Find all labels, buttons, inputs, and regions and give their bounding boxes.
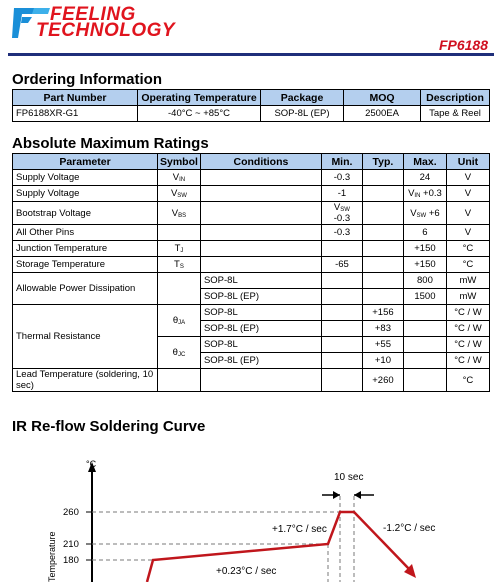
cell-moq: 2500EA [344,106,421,122]
cell-conditions: SOP-8L (EP) [200,289,321,305]
peak-time-label: 10 sec [334,472,364,483]
cell-min [321,241,362,257]
cell-max: +150 [403,257,446,273]
cell-symbol [158,273,201,305]
ordering-table [12,89,490,122]
cell-parameter: Supply Voltage [13,170,158,186]
cell-conditions [200,369,321,392]
cell-symbol: VIN [158,170,201,186]
cell-typ [362,273,403,289]
cell-max [403,369,446,392]
table-row [13,170,490,186]
cell-unit: mW [446,289,489,305]
cell-package: SOP-8L (EP) [261,106,344,122]
cell-symbol: VSW [158,186,201,202]
cell-parameter: Junction Temperature [13,241,158,257]
cell-symbol: θJA [158,305,201,337]
cell-min [321,321,362,337]
cell-typ [362,257,403,273]
cell-parameter: Allowable Power Dissipation [13,273,158,305]
cell-typ [362,225,403,241]
cell-description: Tape & Reel [421,106,490,122]
col-package: Package [261,90,344,106]
cell-unit: V [446,186,489,202]
reflow-curve [147,512,410,582]
cell-typ [362,186,403,202]
cell-min [321,353,362,369]
cell-parameter: Lead Temperature (soldering, 10 sec) [13,369,158,392]
table-row [13,241,490,257]
cell-unit: mW [446,273,489,289]
cell-unit: °C / W [446,321,489,337]
cell-conditions [200,186,321,202]
cell-min: -65 [321,257,362,273]
table-row [13,186,490,202]
col-parameter: Parameter [13,154,158,170]
cell-typ: +55 [362,337,403,353]
cell-min [321,289,362,305]
cell-max [403,305,446,321]
table-row [13,106,490,122]
cell-conditions [200,241,321,257]
cell-typ [362,289,403,305]
table-row [13,202,490,225]
ratings-table [12,153,490,392]
cell-unit: °C [446,369,489,392]
cell-max: 800 [403,273,446,289]
cell-unit: V [446,170,489,186]
cell-min: VSW -0.3 [321,202,362,225]
cell-parameter: Bootstrap Voltage [13,202,158,225]
y-tick-label-210: 210 [63,539,79,550]
reflow-title: IR Re-flow Soldering Curve [12,418,206,435]
cell-conditions: SOP-8L (EP) [200,321,321,337]
cell-unit: V [446,225,489,241]
cell-conditions: SOP-8L [200,273,321,289]
cell-max [403,353,446,369]
cell-typ [362,241,403,257]
cell-conditions: SOP-8L (EP) [200,353,321,369]
table-row [13,225,490,241]
brand-name-line1: FEELING [50,4,136,25]
cell-symbol: TS [158,257,201,273]
cell-conditions [200,202,321,225]
ramp-down-label: -1.2°C / sec [383,523,436,534]
cell-unit: °C / W [446,305,489,321]
part-number-header: FP6188 [438,37,488,53]
cell-symbol [158,225,201,241]
cell-typ: +10 [362,353,403,369]
y-tick-label-180: 180 [63,555,79,566]
arrow-left-icon [354,491,361,499]
cell-parameter: Storage Temperature [13,257,158,273]
ratings-title: Absolute Maximum Ratings [12,135,209,152]
cell-symbol: θJC [158,337,201,369]
cell-min [321,305,362,321]
cell-max: 1500 [403,289,446,305]
cell-min: -0.3 [321,225,362,241]
preheat-ramp-label: +0.23°C / sec [216,566,277,577]
cell-typ: +156 [362,305,403,321]
col-typ: Typ. [362,154,403,170]
cell-min [321,369,362,392]
cell-part-number: FP6188XR-G1 [13,106,138,122]
cell-typ: +260 [362,369,403,392]
cell-conditions [200,257,321,273]
cell-conditions: SOP-8L [200,305,321,321]
col-moq: MOQ [344,90,421,106]
table-row [13,257,490,273]
cell-typ [362,170,403,186]
col-description: Description [421,90,490,106]
cell-unit: °C [446,241,489,257]
y-axis-unit: °C [86,459,97,469]
cell-max: +150 [403,241,446,257]
cell-typ: +83 [362,321,403,337]
cell-operating-temperature: -40°C ~ +85°C [138,106,261,122]
col-min: Min. [321,154,362,170]
col-max: Max. [403,154,446,170]
arrow-right-icon [333,491,340,499]
col-operating-temperature: Operating Temperature [138,90,261,106]
table-row [13,273,490,289]
cell-conditions [200,225,321,241]
cell-max: 24 [403,170,446,186]
cell-max [403,321,446,337]
cell-conditions [200,170,321,186]
y-axis-label: Temperature [47,531,57,582]
cell-max: 6 [403,225,446,241]
ramp-up-label: +1.7°C / sec [272,524,327,535]
cell-max: VIN +0.3 [403,186,446,202]
cell-parameter: Supply Voltage [13,186,158,202]
header-rule [8,53,494,56]
document-header [0,0,500,56]
cell-symbol: VBS [158,202,201,225]
col-conditions: Conditions [200,154,321,170]
ordering-title: Ordering Information [12,71,162,88]
cell-max [403,337,446,353]
cell-parameter: All Other Pins [13,225,158,241]
cell-min: -1 [321,186,362,202]
brand-name-line2: TECHNOLOGY [36,20,176,41]
cell-unit: °C [446,257,489,273]
cell-parameter: Thermal Resistance [13,305,158,369]
col-symbol: Symbol [158,154,201,170]
cell-min [321,337,362,353]
reflow-curve-chart [0,440,500,582]
cell-max: VSW +6 [403,202,446,225]
col-unit: Unit [446,154,489,170]
table-row [13,369,490,392]
cell-unit: °C / W [446,353,489,369]
cell-symbol: TJ [158,241,201,257]
cell-min: -0.3 [321,170,362,186]
cell-unit: °C / W [446,337,489,353]
cell-typ [362,202,403,225]
cell-unit: V [446,202,489,225]
y-tick-label-260: 260 [63,507,79,518]
cell-symbol [158,369,201,392]
cell-min [321,273,362,289]
cell-conditions: SOP-8L [200,337,321,353]
col-part-number: Part Number [13,90,138,106]
table-row [13,305,490,321]
